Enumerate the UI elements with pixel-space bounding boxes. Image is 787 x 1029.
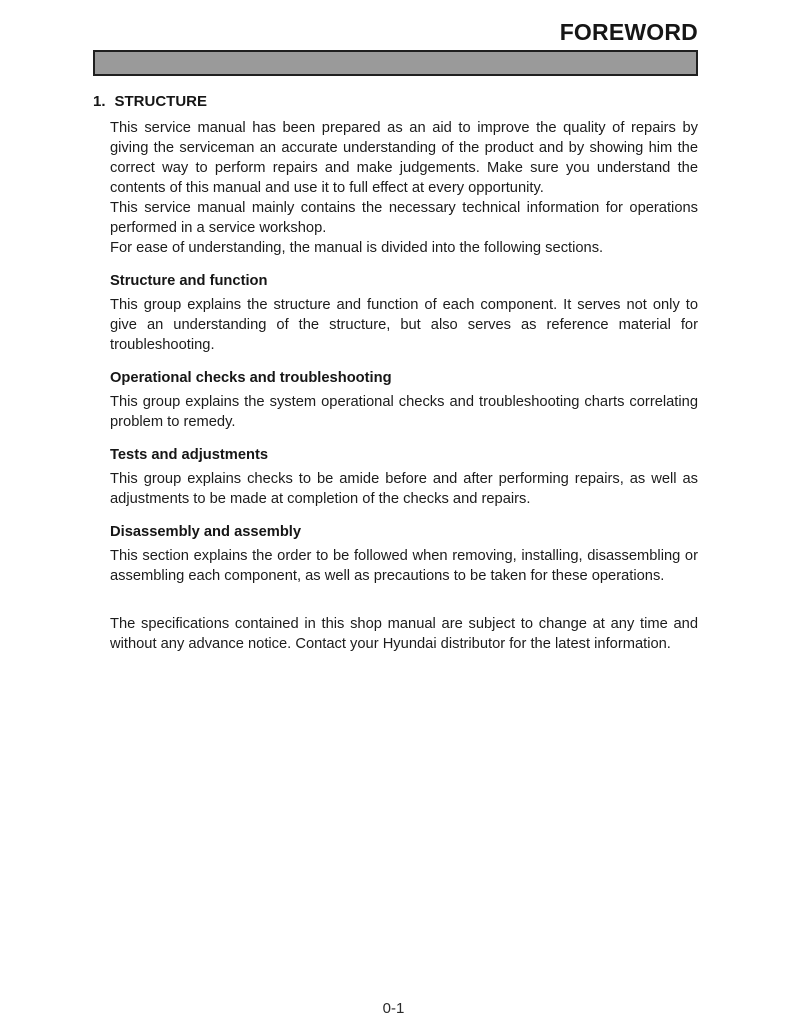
subsection-body: This section explains the order to be followed when removing, installing, disassembling or assembling each component, as well as precautions to be taken for these operations. (110, 548, 698, 584)
subsection-body: This group explains the structure and function of each component. It serves not only to give an understanding of the structure, but also serves as reference material for troubleshooting. (110, 297, 698, 353)
subsection-heading: Operational checks and troubleshooting (110, 370, 392, 386)
title-divider-bar (93, 50, 698, 76)
subsection-disassembly-and-assembly (110, 522, 698, 586)
subsection-body: This group explains the system operational checks and troubleshooting charts correlating problem to remedy. (110, 394, 698, 430)
intro-paragraphs (110, 118, 698, 258)
page-title: FOREWORD (559, 19, 698, 45)
subsection-heading: Disassembly and assembly (110, 524, 302, 540)
subsection-heading: Tests and adjustments (110, 447, 269, 463)
subsection-operational-checks (110, 368, 698, 432)
closing-paragraph-text: The specifications contained in this shop manual are subject to change at any time and without any advance notice. Contact your Hyundai distributor for the latest information. (110, 616, 698, 652)
intro-paragraph: This service manual has been prepared as an aid to improve the quality of repairs by giving the serviceman an accurate understanding of the product and by showing him the correct way to perform repairs and make judgements. Make sure you understand the contents of this manual and use it to full effect at every opportunity. (110, 120, 698, 196)
subsection-body: This group explains checks to be amide before and after performing repairs, as well as adjustments to be made at completion of the checks and repairs. (110, 471, 698, 507)
page-number: 0-1 (382, 1000, 405, 1017)
subsection-heading: Structure and function (110, 273, 268, 289)
closing-paragraph (110, 614, 698, 654)
subsection-list (110, 271, 698, 586)
subsection-tests-and-adjustments (110, 445, 698, 509)
subsection-structure-and-function (110, 271, 698, 355)
intro-paragraph: This service manual mainly contains the necessary technical information for operations performed in a service workshop. (110, 200, 698, 236)
section-number: 1. (93, 93, 106, 110)
page-content (93, 0, 698, 654)
intro-paragraph: For ease of understanding, the manual is divided into the following sections. (110, 240, 604, 256)
section-title: STRUCTURE (114, 93, 208, 110)
section-heading (93, 93, 698, 110)
